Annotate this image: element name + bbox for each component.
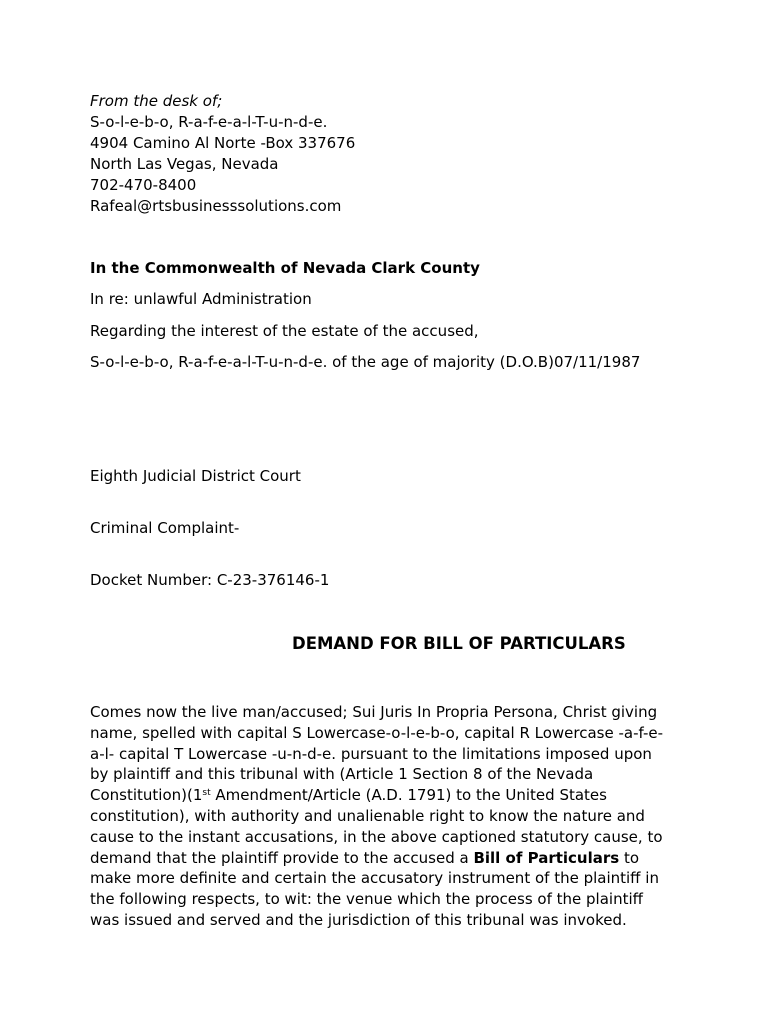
body-text-segment: to (619, 848, 640, 867)
body-line: by plaintiff and this tribunal with (Article 1 Section 8 of the Nevada (90, 765, 594, 784)
sender-email: Rafeal@rtsbusinesssolutions.com (90, 197, 342, 215)
body-line: make more definite and certain the accusatory instrument of the plaintiff in (90, 869, 659, 888)
docket-number: Docket Number: C-23-376146-1 (90, 571, 330, 589)
body-line: cause to the instant accusations, in the above captioned statutory cause, to (90, 827, 663, 846)
court-name: Eighth Judicial District Court (90, 467, 301, 485)
sender-address-line1: 4904 Camino Al Norte -Box 337676 (90, 134, 356, 152)
body-line (90, 848, 680, 869)
body-text-segment: Constitution)(1 (90, 786, 203, 805)
body-line: was issued and served and the jurisdiction of this tribunal was invoked. (90, 910, 627, 929)
body-line (90, 785, 680, 806)
from-desk-label: From the desk of; (90, 92, 223, 110)
body-text-segment: demand that the plaintiff provide to the accused a (90, 848, 474, 867)
body-line: the following respects, to wit: the venue which the process of the plaintiff (90, 890, 643, 909)
jurisdiction-heading: In the Commonwealth of Nevada Clark County (90, 259, 480, 277)
regarding-line: Regarding the interest of the estate of the accused, (90, 322, 479, 340)
body-line: constitution), with authority and unalienable right to know the nature and (90, 806, 645, 825)
complaint-type: Criminal Complaint- (90, 519, 240, 537)
sender-address-line2: North Las Vegas, Nevada (90, 155, 279, 173)
body-line: a-l- capital T Lowercase -u-n-d-e. pursuant to the limitations imposed upon (90, 744, 652, 763)
document-title: DEMAND FOR BILL OF PARTICULARS (292, 634, 626, 653)
body-text-segment: Amendment/Article (A.D. 1791) to the United States (210, 786, 607, 805)
bill-of-particulars-term: Bill of Particulars (473, 848, 620, 867)
accused-line: S-o-l-e-b-o, R-a-f-e-a-l-T-u-n-d-e. of the age of majority (D.O.B)07/11/1987 (90, 353, 641, 371)
body-line: Comes now the live man/accused; Sui Juris In Propria Persona, Christ giving (90, 703, 658, 721)
body-paragraph (90, 702, 680, 931)
body-line: name, spelled with capital S Lowercase-o-l-e-b-o, capital R Lowercase -a-f-e- (90, 723, 664, 742)
sender-name: S-o-l-e-b-o, R-a-f-e-a-l-T-u-n-d-e. (90, 113, 328, 131)
in-re-line: In re: unlawful Administration (90, 290, 312, 308)
ordinal-superscript: st (202, 788, 211, 799)
sender-phone: 702-470-8400 (90, 176, 197, 194)
